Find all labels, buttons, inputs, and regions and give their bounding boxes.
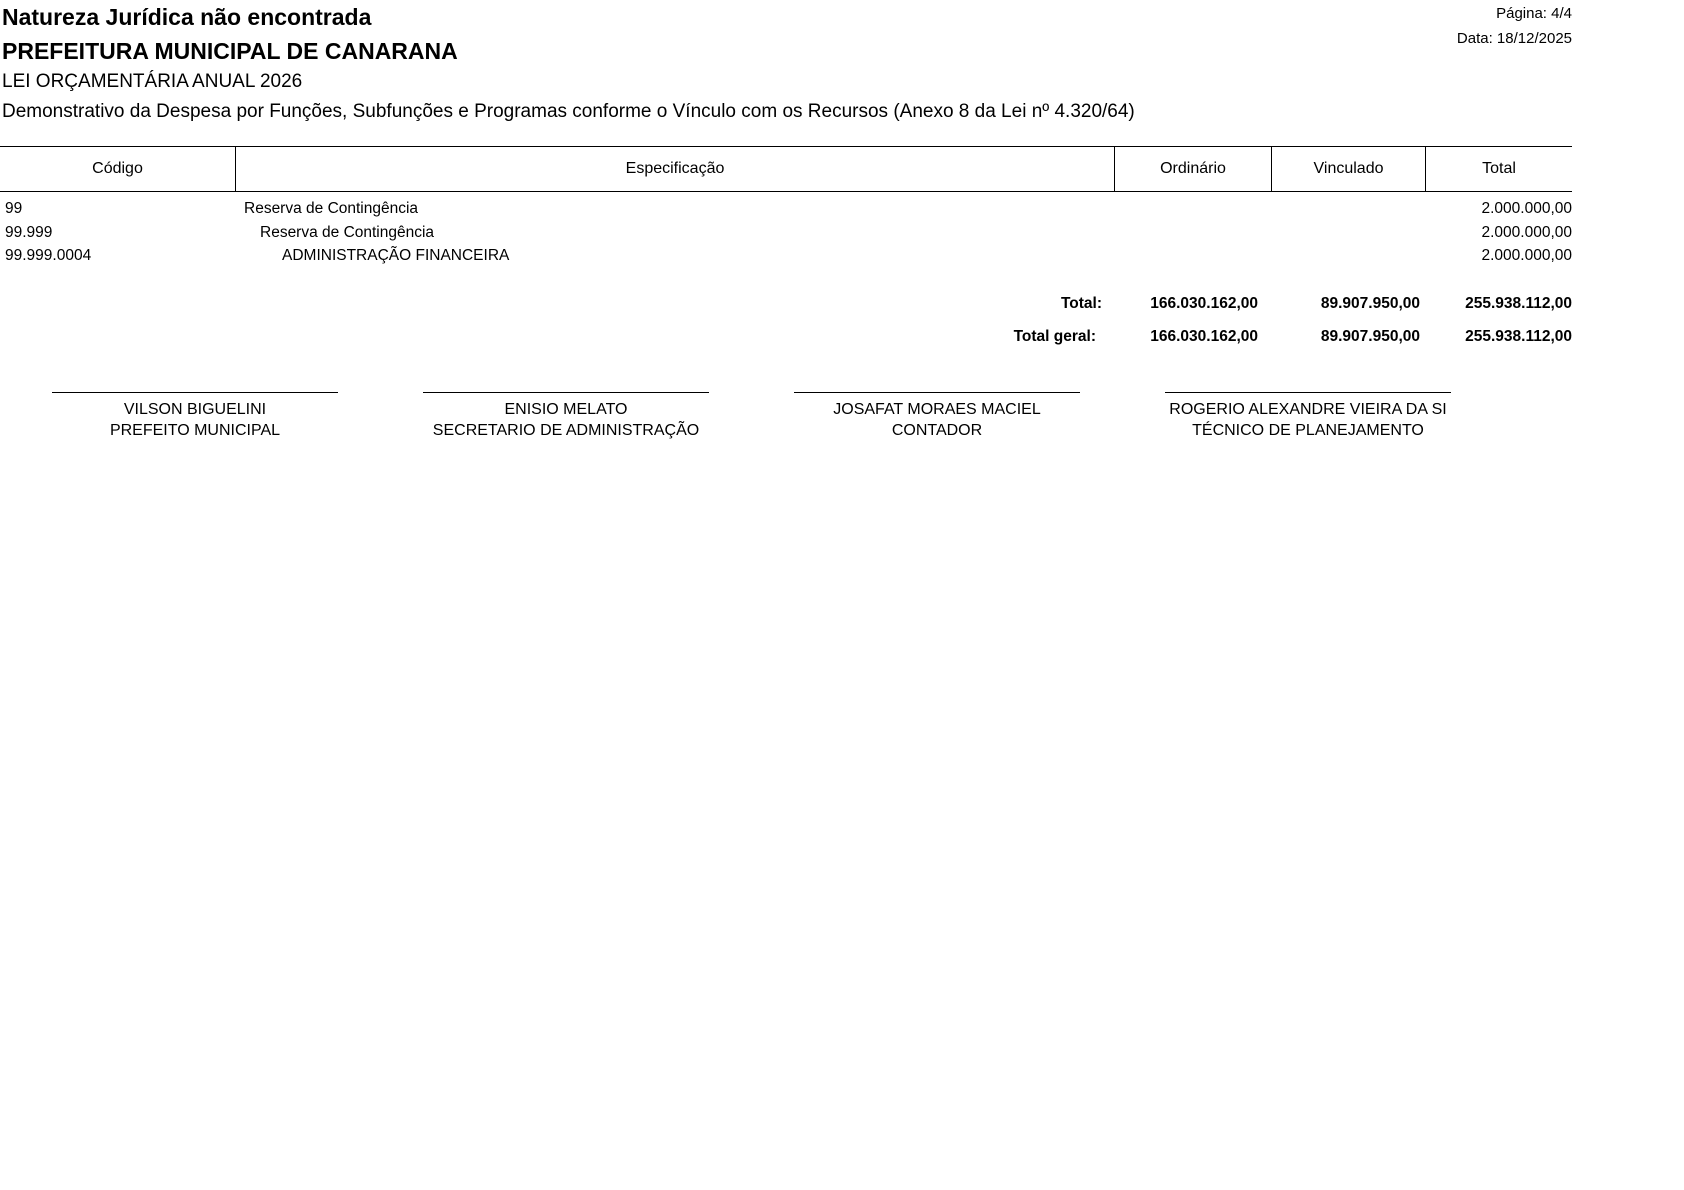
- row-codigo: 99.999: [5, 224, 53, 241]
- row-especificacao: ADMINISTRAÇÃO FINANCEIRA: [282, 247, 510, 264]
- column-header-codigo: Código: [0, 147, 236, 191]
- column-header-vinculado: Vinculado: [1272, 147, 1426, 191]
- total-geral-vinculado: 89.907.950,00: [1320, 328, 1420, 345]
- row-total: 2.000.000,00: [1481, 247, 1572, 264]
- table-header: [0, 146, 1572, 192]
- total-row: [0, 295, 1572, 317]
- signer-role: TÉCNICO DE PLANEJAMENTO: [1192, 422, 1424, 439]
- total-vinculado: 89.907.950,00: [1320, 295, 1420, 312]
- page-number: Página: 4/4: [1496, 5, 1572, 22]
- row-especificacao: Reserva de Contingência: [244, 200, 419, 217]
- signature-line: [794, 392, 1080, 393]
- column-header-especificacao: Especificação: [236, 147, 1115, 191]
- total-geral-label: Total geral:: [1013, 328, 1096, 345]
- signature-block: [794, 392, 1080, 441]
- signer-role: CONTADOR: [891, 422, 983, 439]
- row-codigo: 99: [5, 200, 23, 217]
- column-header-total: Total: [1482, 160, 1516, 177]
- signature-line: [52, 392, 338, 393]
- row-codigo: 99.999.0004: [5, 247, 92, 264]
- row-total: 2.000.000,00: [1481, 200, 1572, 217]
- column-header-ordinario: Ordinário: [1115, 147, 1272, 191]
- organization-title: Natureza Jurídica não encontrada: [2, 4, 372, 30]
- signer-role: PREFEITO MUNICIPAL: [109, 422, 281, 439]
- signer-name: ROGERIO ALEXANDRE VIEIRA DA SI: [1169, 401, 1447, 418]
- signer-name: VILSON BIGUELINI: [123, 401, 267, 418]
- signature-line: [1165, 392, 1451, 393]
- demonstrativo-title: Demonstrativo da Despesa por Funções, Subfunções e Programas conforme o Vínculo com os Recursos (Anexo 8 da Lei nº 4.320/64): [2, 101, 1135, 122]
- signature-line: [423, 392, 709, 393]
- report-date: Data: 18/12/2025: [1456, 30, 1572, 47]
- total-total: 255.938.112,00: [1465, 295, 1572, 312]
- signer-name: JOSAFAT MORAES MACIEL: [833, 401, 1041, 418]
- row-especificacao: Reserva de Contingência: [260, 224, 435, 241]
- table-row: [0, 200, 1572, 222]
- table-row: [0, 247, 1572, 269]
- total-ordinario: 166.030.162,00: [1150, 295, 1258, 312]
- total-label: Total:: [1060, 295, 1102, 312]
- row-total: 2.000.000,00: [1481, 224, 1572, 241]
- signer-name: ENISIO MELATO: [504, 401, 628, 418]
- total-geral-total: 255.938.112,00: [1465, 328, 1572, 345]
- signature-block: [423, 392, 709, 441]
- total-geral-row: [0, 328, 1572, 350]
- total-geral-ordinario: 166.030.162,00: [1150, 328, 1258, 345]
- prefeitura-title: PREFEITURA MUNICIPAL DE CANARANA: [2, 38, 458, 64]
- signature-block: [52, 392, 338, 441]
- lei-subtitle: LEI ORÇAMENTÁRIA ANUAL 2026: [2, 71, 303, 92]
- signature-block: [1165, 392, 1451, 441]
- table-row: [0, 224, 1572, 246]
- signer-role: SECRETARIO DE ADMINISTRAÇÃO: [432, 422, 700, 439]
